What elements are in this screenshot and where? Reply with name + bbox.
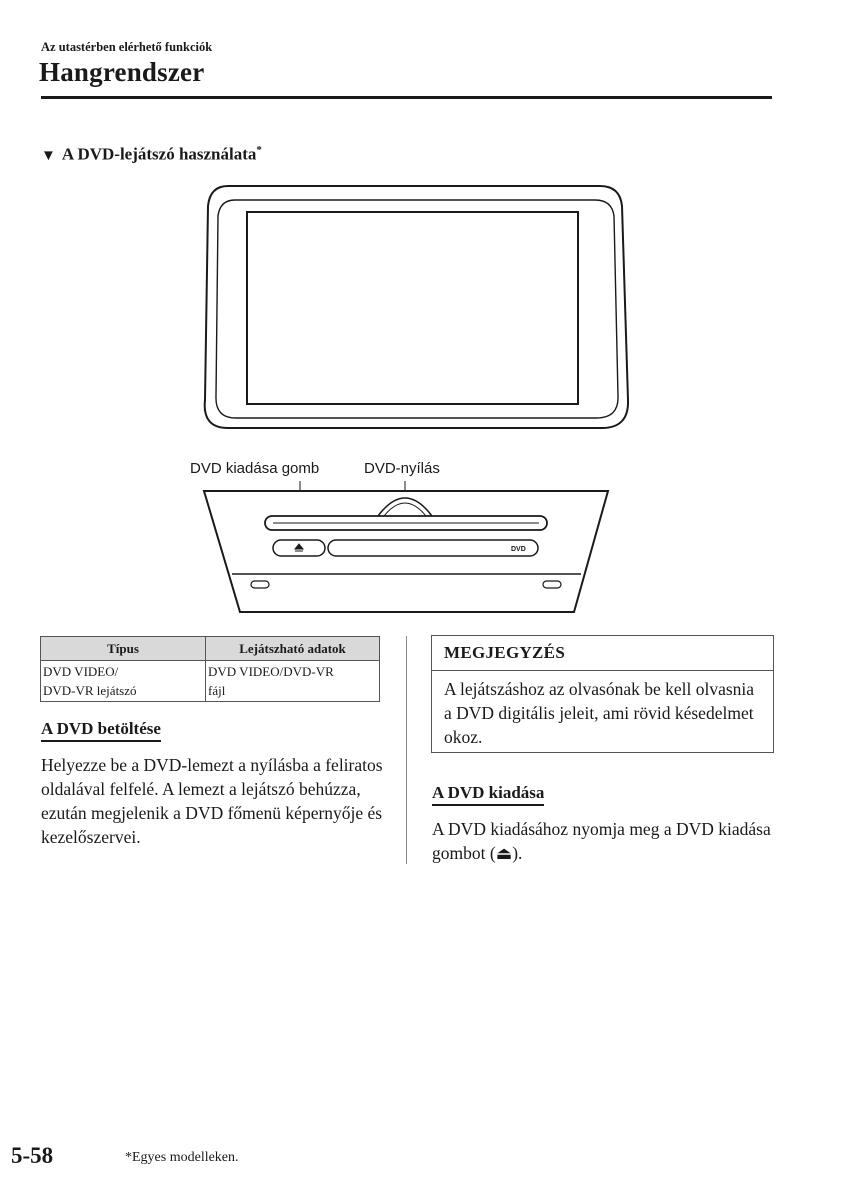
table-row bbox=[41, 661, 380, 702]
dvd-player-illustration bbox=[180, 180, 640, 620]
dvd-logo-text: DVD bbox=[511, 546, 526, 553]
eject-text-before: A DVD kiadásához nyomja meg a DVD kiadása gombot ( bbox=[432, 819, 771, 863]
table-cell-data bbox=[206, 661, 380, 702]
left-vent bbox=[251, 581, 269, 588]
eject-text bbox=[432, 817, 772, 865]
table-header-type: Típus bbox=[41, 637, 206, 661]
display-screen bbox=[247, 212, 578, 404]
triangle-marker-icon: ▼ bbox=[41, 147, 56, 164]
control-strip bbox=[328, 540, 538, 556]
spec-table bbox=[40, 636, 380, 702]
section-asterisk: * bbox=[256, 144, 262, 156]
dvd-slot-label: DVD-nyílás bbox=[364, 460, 440, 477]
footnote: *Egyes modelleken. bbox=[125, 1150, 239, 1165]
cell-line: DVD VIDEO/DVD-VR bbox=[208, 664, 334, 679]
cell-line: fájl bbox=[208, 683, 226, 698]
column-divider bbox=[406, 636, 407, 864]
load-text: Helyezze be a DVD-lemezt a nyílásba a feliratos oldalával felfelé. A lemezt a lejátszó behúzza, ezután megjelenik a DVD főmenü képernyője és kezelőszervei. bbox=[41, 755, 383, 847]
page-title: Hangrendszer bbox=[39, 57, 205, 87]
table-header-data: Lejátszható adatok bbox=[206, 637, 380, 661]
note-box bbox=[431, 635, 774, 753]
eject-heading: A DVD kiadása bbox=[432, 782, 544, 806]
page-number: 5-58 bbox=[11, 1143, 54, 1168]
right-vent bbox=[543, 581, 561, 588]
section-heading-text: A DVD-lejátszó használata bbox=[61, 144, 257, 164]
table-cell-type bbox=[41, 661, 206, 702]
breadcrumb: Az utastérben elérhető funkciók bbox=[41, 40, 213, 54]
table-header-row bbox=[41, 637, 380, 661]
note-title: MEGJEGYZÉS bbox=[432, 636, 773, 671]
eject-button-label: DVD kiadása gomb bbox=[190, 460, 320, 477]
cell-line: DVD VIDEO/ bbox=[43, 664, 119, 679]
title-rule bbox=[41, 96, 772, 99]
note-text: A lejátszáshoz az olvasónak be kell olvasnia a DVD digitális jeleit, ami rövid késedelmet okoz. bbox=[444, 679, 755, 747]
cell-line: DVD-VR lejátszó bbox=[43, 683, 137, 698]
section-heading bbox=[41, 144, 262, 165]
eject-text-after: ). bbox=[512, 843, 523, 863]
eject-symbol-icon: ⏏ bbox=[495, 843, 513, 863]
load-heading: A DVD betöltése bbox=[41, 718, 161, 742]
